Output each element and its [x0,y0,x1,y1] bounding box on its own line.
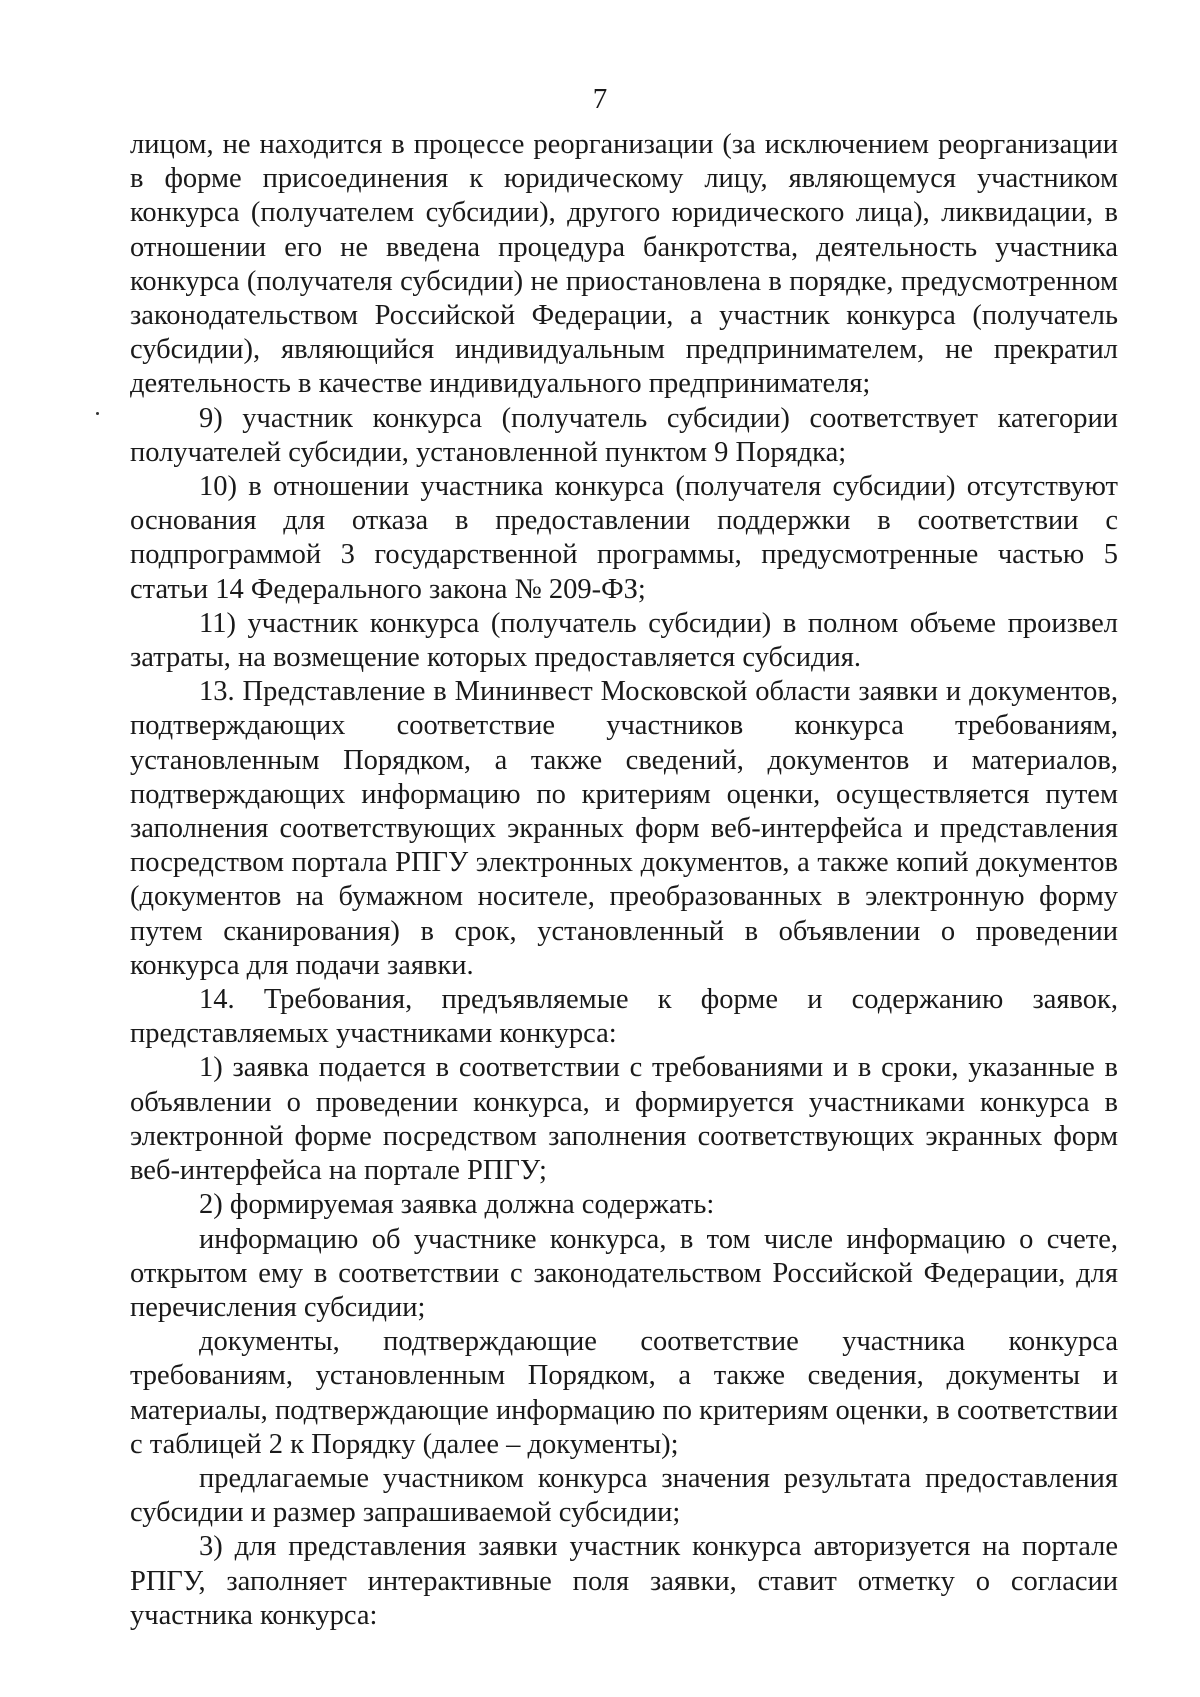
paragraph-application-values: предлагаемые участником конкурса значения результата предоставления субсидии и размер запрашиваемой субсидии; [130,1462,1118,1529]
paragraph-subitem-2: 2) формируемая заявка должна содержать: [199,1189,715,1221]
paragraph-application-documents: документы, подтверждающие соответствие участника конкурса требованиям, установленным Порядком, а также сведения, документы и материалы, подтверждающие информацию по критериям оценки, в соответствии с таблицей 2 к Порядку (далее – документы); [130,1326,1118,1460]
paragraph-application-info: информацию об участнике конкурса, в том числе информацию о счете, открытом ему в соответствии с законодательством Российской Федерации, для перечисления субсидии; [130,1223,1118,1323]
paragraph-section-14: 14. Требования, предъявляемые к форме и содержанию заявок, представляемых участниками конкурса: [130,984,1118,1050]
paragraph-subitem-1: 1) заявка подается в соответствии с требованиями и в сроки, указанные в объявлении о проведении конкурса, и формируется участниками конкурса в электронной форме посредством заполнения соответствующих экранных форм веб-интерфейса на портале РПГУ; [130,1052,1118,1187]
document-body [130,128,1118,1633]
paragraph-item-11: 11) участник конкурса (получатель субсидии) в полном объеме произвел затраты, на возмещение которых предоставляется субсидия. [130,607,1118,674]
page-number: 7 [592,83,608,115]
paragraph-item-10: 10) в отношении участника конкурса (получателя субсидии) отсутствуют основания для отказа в предоставлении поддержки в соответствии с подпрограммой 3 государственной программы, предусмотренные частью 5 статьи 14 Федерального закона № 209-ФЗ; [130,471,1118,605]
scan-speck [96,412,99,415]
paragraph-item-9: 9) участник конкурса (получатель субсидии) соответствует категории получателей субсидии, установленной пунктом 9 Порядка; [130,402,1118,468]
paragraph-subitem-3: 3) для представления заявки участник конкурса авторизуется на портале РПГУ, заполняет интерактивные поля заявки, ставит отметку о согласии участника конкурса: [130,1531,1118,1631]
paragraph-continuation: лицом, не находится в процессе реорганизации (за исключением реорганизации в форме присоединения к юридическому лицу, являющемуся участником конкурса (получателем субсидии), другого юридического лица), ликвидации, в отношении его не введена процедура банкротства, деятельность участника конкурса (получателя субсидии) не приостановлена в порядке, предусмотренном законодательством Российской Федерации, а участник конкурса (получатель субсидии), являющийся индивидуальным предпринимателем, не прекратил деятельность в качестве индивидуального предпринимателя; [130,129,1118,400]
paragraph-section-13: 13. Представление в Мининвест Московской области заявки и документов, подтверждающих соответствие участников конкурса требованиям, установленным Порядком, а также сведений, документов и материалов, подтверждающих информацию по критериям оценки, осуществляется путем заполнения соответствующих экранных форм веб-интерфейса и представления посредством портала РПГУ электронных документов, а также копий документов (документов на бумажном носителе, преобразованных в электронную форму путем сканирования) в срок, установленный в объявлении о проведении конкурса для подачи заявки. [130,676,1118,981]
